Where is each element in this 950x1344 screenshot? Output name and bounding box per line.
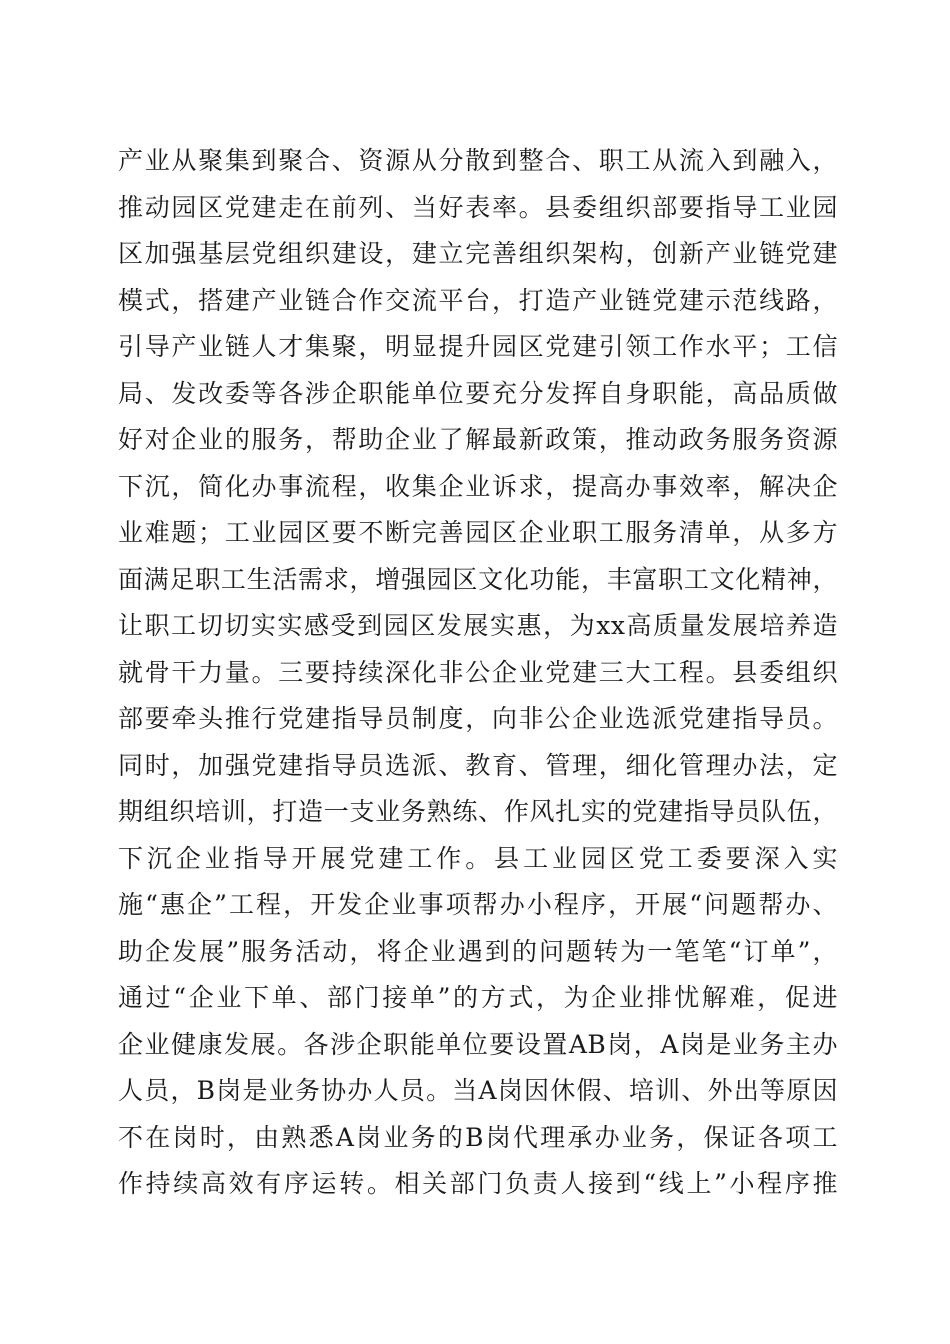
text-line: 业难题；工业园区要不断完善园区企业职工服务清单，从多方 bbox=[118, 518, 838, 547]
text-line: 企业健康发展。各涉企职能单位要设置AB岗，A岗是业务主办 bbox=[118, 1029, 838, 1059]
text-line: 部要牵头推行党建指导员制度，向非公企业选派党建指导员。 bbox=[118, 704, 838, 733]
body-paragraph bbox=[118, 138, 838, 1208]
text-line: 同时，加强党建指导员选派、教育、管理，细化管理办法，定 bbox=[118, 750, 838, 780]
text-line: 人员，B岗是业务协办人员。当A岗因休假、培训、外出等原因 bbox=[118, 1076, 838, 1105]
text-line: 就骨干力量。三要持续深化非公企业党建三大工程。县委组织 bbox=[118, 657, 838, 687]
text-line: 推动园区党建走在前列、当好表率。县委组织部要指导工业园 bbox=[118, 192, 838, 222]
text-line: 好对企业的服务，帮助企业了解最新政策，推动政务服务资源 bbox=[118, 425, 838, 454]
text-line: 通过“企业下单、部门接单”的方式，为企业排忧解难，促进 bbox=[118, 983, 838, 1012]
text-line: 施“惠企”工程，开发企业事项帮办小程序，开展“问题帮办、 bbox=[118, 890, 838, 919]
text-line: 产业从聚集到聚合、资源从分散到整合、职工从流入到融入， bbox=[118, 146, 838, 175]
text-line: 期组织培训，打造一支业务熟练、作风扎实的党建指导员队伍， bbox=[118, 797, 838, 826]
text-line: 作持续高效有序运转。相关部门负责人接到“线上”小程序推 bbox=[118, 1169, 838, 1198]
text-line: 引导产业链人才集聚，明显提升园区党建引领工作水平；工信 bbox=[118, 332, 838, 361]
text-line: 下沉企业指导开展党建工作。县工业园区党工委要深入实 bbox=[118, 843, 838, 873]
text-line: 局、发改委等各涉企职能单位要充分发挥自身职能，高品质做 bbox=[118, 378, 838, 408]
text-line: 面满足职工生活需求，增强园区文化功能，丰富职工文化精神， bbox=[118, 564, 838, 594]
text-line: 助企发展”服务活动，将企业遇到的问题转为一笔笔“订单”， bbox=[118, 936, 838, 966]
text-line: 让职工切切实实感受到园区发展实惠，为xx高质量发展培养造 bbox=[118, 611, 838, 640]
text-line: 下沉，简化办事流程，收集企业诉求，提高办事效率，解决企 bbox=[118, 471, 838, 501]
text-line: 不在岗时，由熟悉A岗业务的B岗代理承办业务，保证各项工 bbox=[118, 1122, 838, 1152]
text-line: 模式，搭建产业链合作交流平台，打造产业链党建示范线路， bbox=[118, 285, 838, 315]
text-line: 区加强基层党组织建设，建立完善组织架构，创新产业链党建 bbox=[118, 239, 838, 268]
